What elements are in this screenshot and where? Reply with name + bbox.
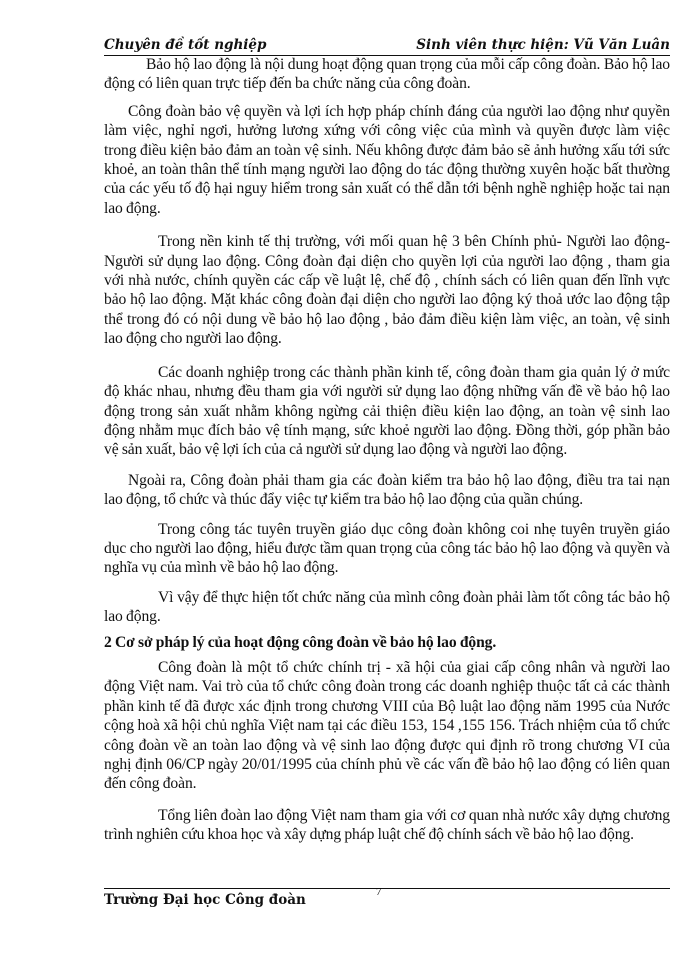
- footer-divider: [104, 888, 670, 889]
- paragraph: Ngoài ra, Công đoàn phải tham gia các đoàn kiểm tra bảo hộ lao động, điều tra tai nạn lao động, tổ chức và thúc đẩy việc tự kiểm tra bảo hộ lao động của quần chúng.: [104, 471, 670, 509]
- document-body: [104, 55, 670, 845]
- header-author: Sinh viên thực hiện: Vũ Văn Luân: [416, 37, 670, 53]
- paragraph: Trong nền kinh tế thị trường, với mối quan hệ 3 bên Chính phủ- Người lao động- Người sử dụng lao động. Công đoàn đại diện cho quyền lợi của người lao động , tham gia với nhà nước, chính quyền các cấp về luật lệ, chế độ , chính sách có liên quan đến lĩnh vực bảo hộ lao động. Mặt khác công đoàn đại diện cho người lao động ký thoả ước lao động tập thể trong đó có nội dung về bảo hộ lao động , bảo đảm điều kiện làm việc, an toàn, vệ sinh lao động cho người lao động.: [104, 233, 670, 348]
- section-heading: 2 Cơ sở pháp lý của hoạt động công đoàn về bảo hộ lao động.: [104, 633, 497, 651]
- paragraph: Công đoàn bảo vệ quyền và lợi ích hợp pháp chính đáng của người lao động như quyền làm việc, nghỉ ngơi, hưởng lương xứng với công việc của mình và quyền được làm việc trong điều kiện bảo đảm an toàn vệ sinh. Nếu không được đảm bảo sẽ ảnh hưởng xấu tới sức khoẻ, an toàn thân thể tính mạng người lao động do tác động thường xuyên hoặc bất thường của các yếu tố độ hại nguy hiểm trong sản xuất có thể dẫn tới bệnh nghề nghiệp hoặc tai nạn lao động.: [104, 102, 670, 217]
- paragraph: Bảo hộ lao động là nội dung hoạt động quan trọng của mỗi cấp công đoàn. Bảo hộ lao động có liên quan trực tiếp đến ba chức năng của công đoàn.: [104, 56, 670, 93]
- page-header: [104, 36, 670, 56]
- paragraph: Vì vậy để thực hiện tốt chức năng của mình công đoàn phải làm tốt công tác bảo hộ lao động.: [104, 588, 670, 626]
- page-number: 7: [376, 886, 382, 898]
- paragraph: Tổng liên đoàn lao động Việt nam tham gia với cơ quan nhà nước xây dựng chương trình nghiên cứu khoa học và xây dựng pháp luật chế độ chính sách về bảo hộ lao động.: [104, 806, 670, 844]
- paragraph: Trong công tác tuyên truyền giáo dục công đoàn không coi nhẹ tuyên truyền giáo dục cho người lao động, hiểu được tầm quan trọng của công tác bảo hộ lao động và quyền và nghĩa vụ của mình về bảo hộ lao động.: [104, 520, 670, 577]
- paragraph: Các doanh nghiệp trong các thành phần kinh tế, công đoàn tham gia quản lý ở mức độ khác nhau, nhưng đều tham gia với người sử dụng lao động những vấn đề về bảo hộ lao động trong sản xuất nhằm không ngừng cải thiện điều kiện lao động, an toàn vệ sinh lao động nhằm mục đích bảo vệ tính mạng, sức khoẻ người lao động. Đồng thời, góp phần bảo vệ sản xuất, bảo vệ lợi ích của cả người sử dụng lao động và người lao động.: [104, 363, 670, 459]
- footer-school: Trường Đại học Công đoàn: [104, 892, 306, 908]
- paragraph: Công đoàn là một tổ chức chính trị - xã hội của giai cấp công nhân và người lao động Việt nam. Vai trò của tổ chức công đoàn trong các doanh nghiệp thuộc tất cả các thành phần kinh tế đã được xác định trong chương VIII của Bộ luật lao động năm 1995 của Nước cộng hoà xã hội chủ nghĩa Việt nam tại các điều 153, 154 ,155 156. Trách nhiệm của tổ chức công đoàn về an toàn lao động và vệ sinh lao động được qui định rõ trong chương VI của nghị định 06/CP ngày 20/01/1995 của chính phủ về các vấn đề bảo hộ lao động có liên quan đến công đoàn.: [104, 658, 670, 793]
- header-title: Chuyên đề tốt nghiệp: [104, 37, 267, 53]
